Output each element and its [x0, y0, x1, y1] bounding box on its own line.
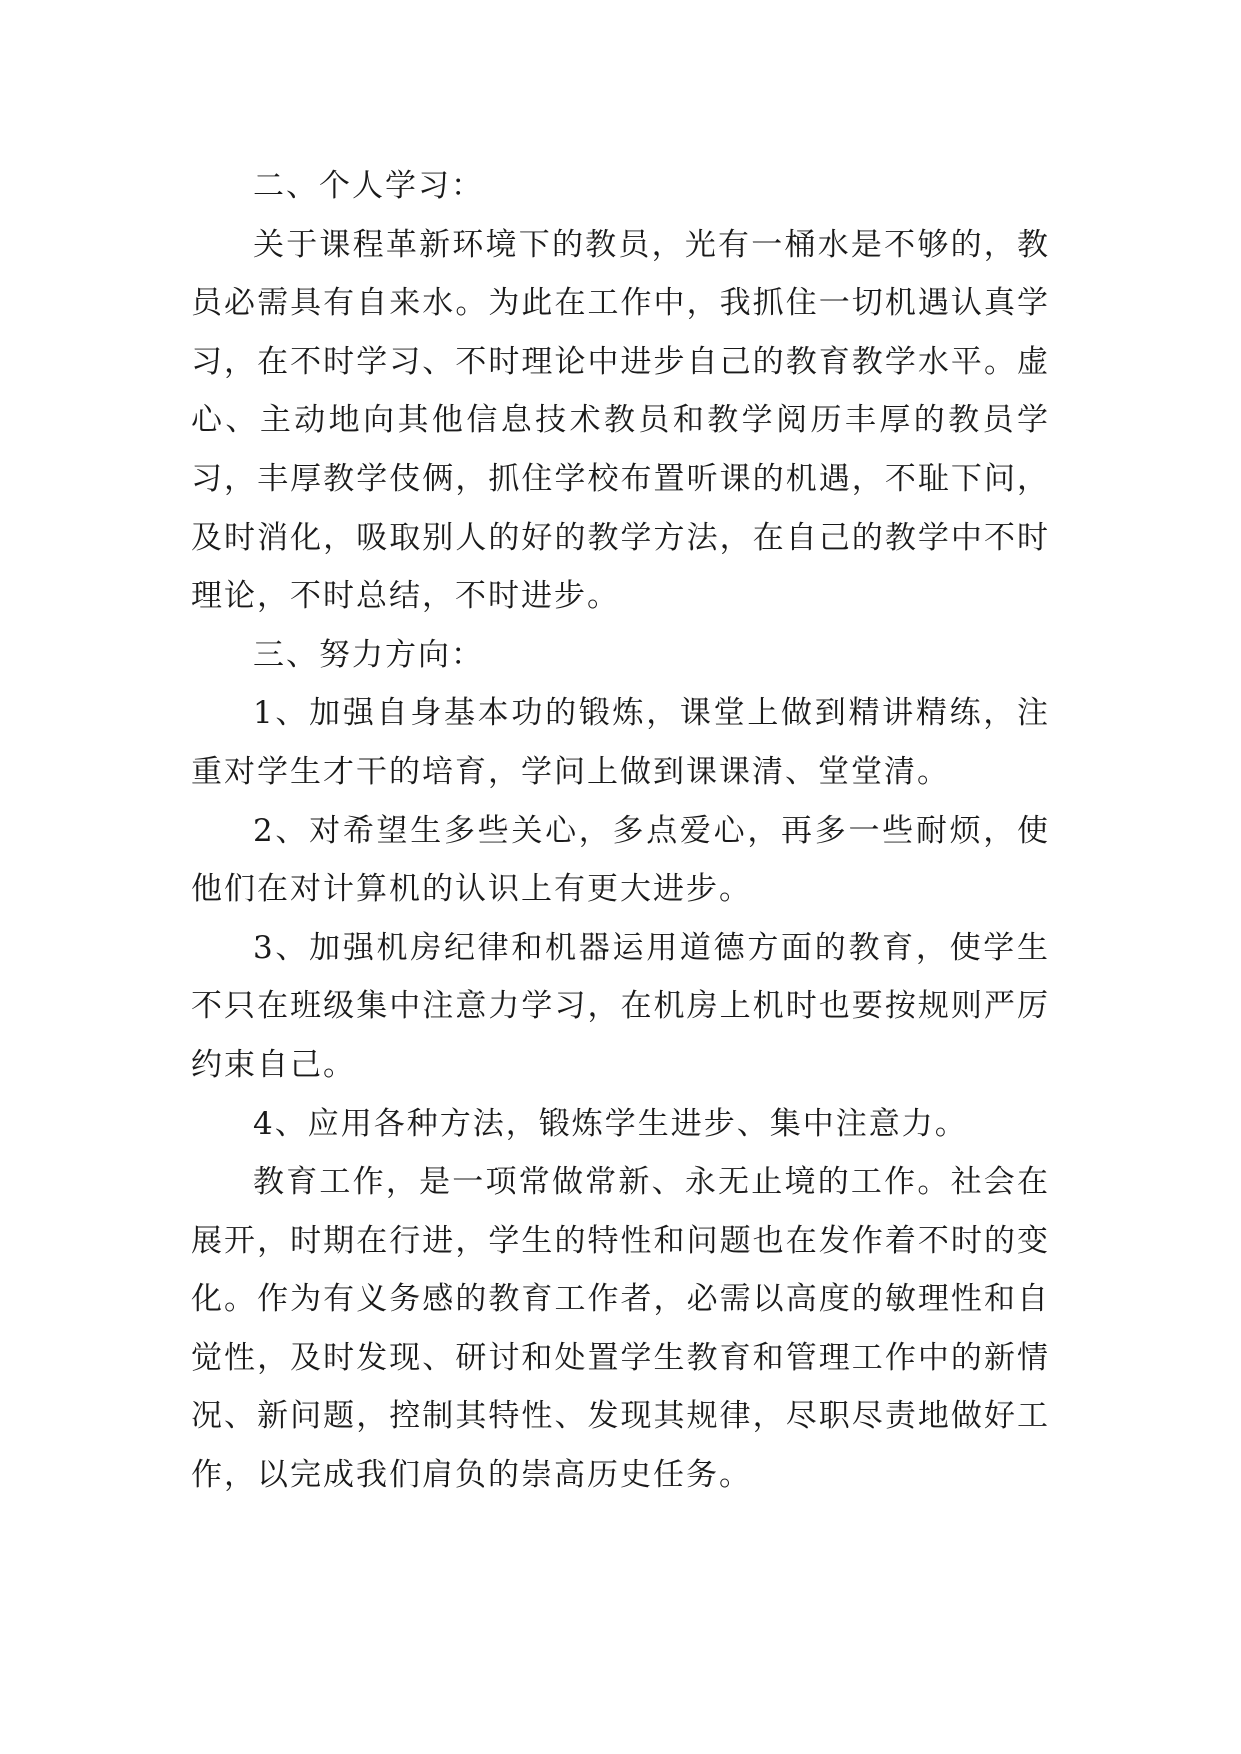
paragraph-conclusion: 教育工作，是一项常做常新、永无止境的工作。社会在展开，时期在行进，学生的特性和问题也在发作着不时的变化。作为有义务感的教育工作者，必需以高度的敏理性和自觉性，及时发现、研讨和处置学生教育和管理工作中的新情况、新问题，控制其特性、发现其规律，尽职尽责地做好工作，以完成我们肩负的崇高历史任务。	[191, 1164, 1050, 1494]
list-item-3: 3、加强机房纪律和机器运用道德方面的教育，使学生不只在班级集中注意力学习，在机房上机时也要按规则严厉约束自己。	[191, 929, 1050, 1083]
list-item-4: 4、应用各种方法，锻炼学生进步、集中注意力。	[253, 1105, 968, 1142]
section-heading-personal-study: 二、个人学习：	[253, 168, 484, 204]
document-body	[191, 157, 1050, 1505]
section-heading-effort-direction: 三、努力方向：	[253, 636, 484, 673]
paragraph-personal-study: 关于课程革新环境下的教员，光有一桶水是不够的，教员必需具有自来水。为此在工作中，我抓住一切机遇认真学习，在不时学习、不时理论中进步自己的教育教学水平。虚心、主动地向其他信息技术教员和教学阅历丰厚的教员学习，丰厚教学伎俩，抓住学校布置听课的机遇，不耻下问，及时消化，吸取别人的好的教学方法，在自己的教学中不时理论，不时总结，不时进步。	[191, 226, 1050, 615]
list-item-2: 2、对希望生多些关心，多点爱心，再多一些耐烦，使他们在对计算机的认识上有更大进步。	[191, 812, 1050, 908]
list-item-1: 1、加强自身基本功的锻炼，课堂上做到精讲精练，注重对学生才干的培育，学问上做到课课清、堂堂清。	[191, 695, 1050, 790]
